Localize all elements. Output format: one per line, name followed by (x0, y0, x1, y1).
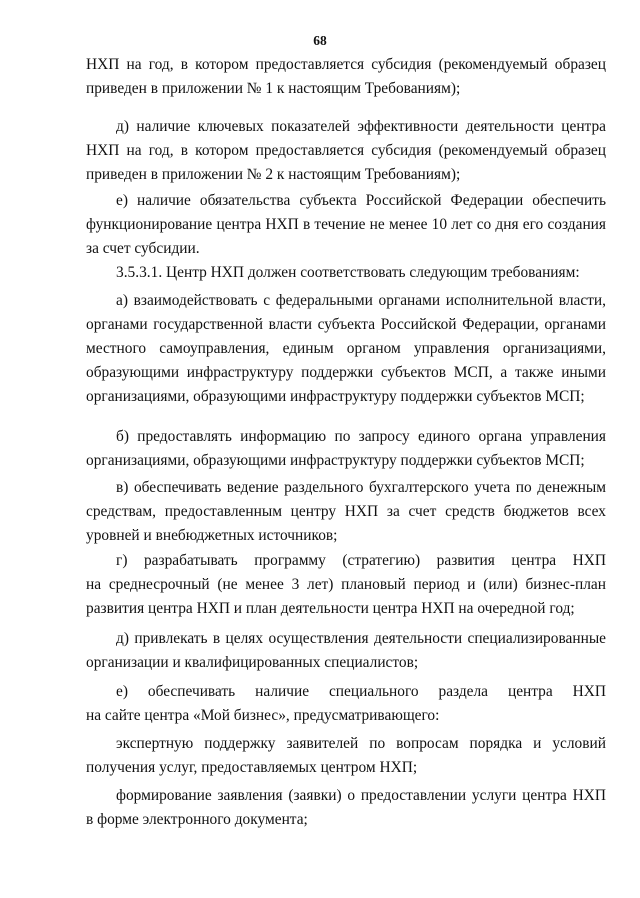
paragraph-item-a (86, 289, 606, 409)
text-line: в) обеспечивать ведение раздельного бухгалтерского учета по денежным (116, 479, 606, 496)
text-line: 3.5.3.1. Центр НХП должен соответствовать следующим требованиям: (116, 264, 580, 281)
text-line: е) наличие обязательства субъекта Российской Федерации обеспечить (116, 192, 606, 209)
text-line: за счет субсидии. (86, 240, 200, 257)
text-line: д) привлекать в целях осуществления деятельности специализированные (116, 630, 606, 647)
text-line: а) взаимодействовать с федеральными органами исполнительной власти, (116, 292, 606, 309)
text-line: б) предоставлять информацию по запросу единого органа управления (116, 428, 606, 445)
page-number: 68 (313, 33, 327, 48)
text-line: на среднесрочный (не менее 3 лет) плановый период и (или) бизнес-план (86, 576, 606, 593)
paragraph-item-e (86, 189, 606, 261)
text-line: формирование заявления (заявки) о предоставлении услуги центра НХП (116, 787, 606, 804)
text-line: организациями, образующими инфраструктуру поддержки субъектов МСП; (86, 388, 585, 405)
paragraph-section-3-5-3-1 (86, 261, 606, 285)
text-line: органами государственной власти субъекта Российской Федерации, органами (86, 316, 606, 333)
paragraph-item-d2 (86, 627, 606, 675)
text-line: д) наличие ключевых показателей эффективности деятельности центра (116, 118, 606, 135)
text-line: на сайте центра «Мой бизнес», предусматривающего: (86, 707, 440, 724)
text-line: местного самоуправления, единым органом управления организациями, (86, 340, 606, 357)
paragraph-item-g (86, 549, 606, 621)
text-line: НХП на год, в котором предоставляется субсидия (рекомендуемый образец (86, 142, 606, 159)
text-line: приведен в приложении № 2 к настоящим Требованиям); (86, 166, 461, 183)
text-line: уровней и внебюджетных источников; (86, 527, 338, 544)
paragraph-expert-support (86, 732, 606, 780)
text-line: развития центра НХП и план деятельности центра НХП на очередной год; (86, 600, 575, 617)
paragraph-item-b (86, 425, 606, 473)
text-line: организации и квалифицированных специалистов; (86, 654, 419, 671)
paragraph-item-v (86, 476, 606, 548)
paragraph-item-e2 (86, 680, 606, 728)
text-line: экспертную поддержку заявителей по вопросам порядка и условий (116, 735, 606, 752)
text-line: образующими инфраструктуру поддержки субъектов МСП, а также иными (86, 364, 606, 381)
text-line: в форме электронного документа; (86, 811, 308, 828)
paragraph-application-form (86, 784, 606, 832)
text-line: приведен в приложении № 1 к настоящим Требованиям); (86, 80, 461, 97)
text-line: организациями, образующими инфраструктуру поддержки субъектов МСП; (86, 452, 585, 469)
paragraph-continuation (86, 53, 606, 101)
text-line: средствам, предоставленным центру НХП за счет средств бюджетов всех (86, 503, 606, 520)
text-line: е) обеспечивать наличие специального раздела центра НХП (116, 683, 606, 700)
text-line: получения услуг, предоставляемых центром НХП; (86, 759, 418, 776)
text-line: г) разрабатывать программу (стратегию) развития центра НХП (116, 552, 606, 569)
text-line: функционирование центра НХП в течение не менее 10 лет со дня его создания (86, 216, 606, 233)
text-line: НХП на год, в котором предоставляется субсидия (рекомендуемый образец (86, 56, 606, 73)
paragraph-item-d (86, 115, 606, 187)
